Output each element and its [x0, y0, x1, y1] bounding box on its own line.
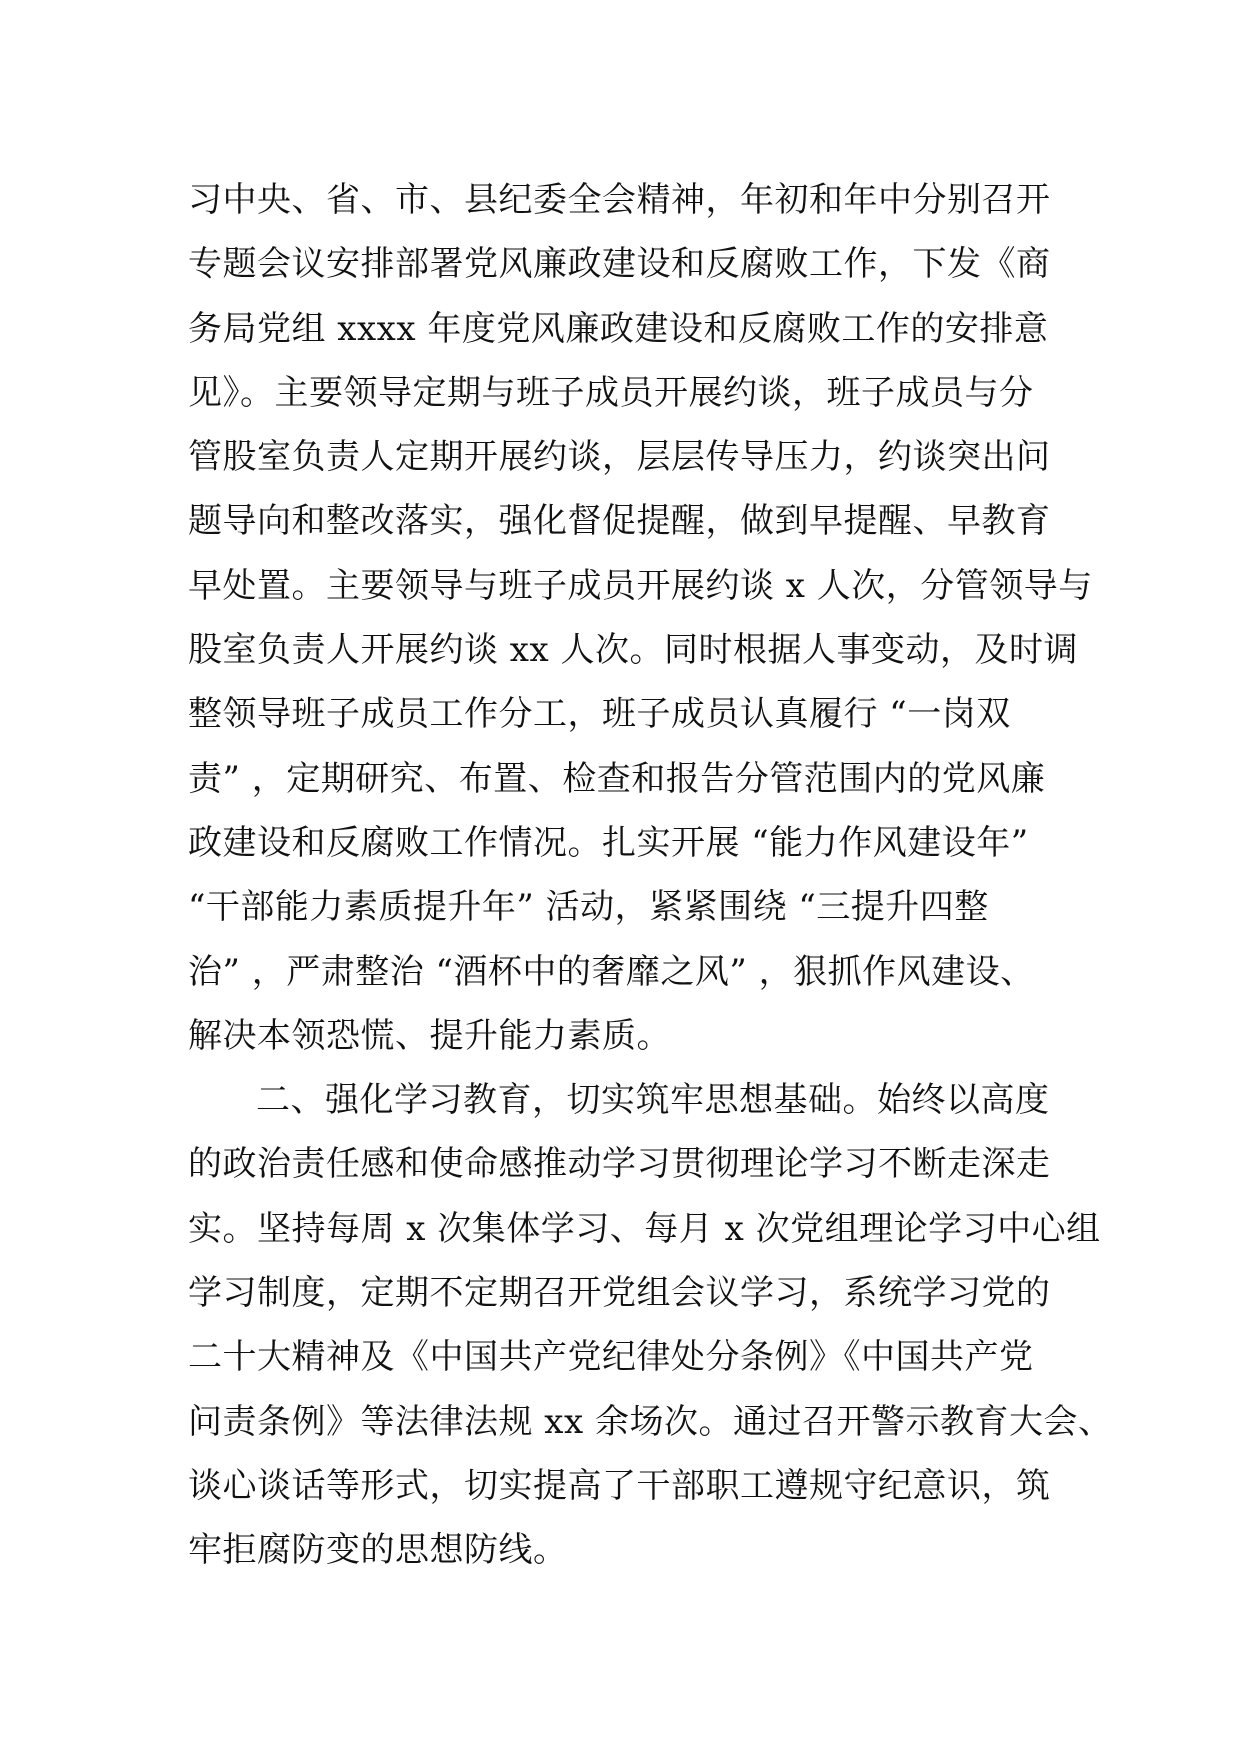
text-line: 解决本领恐慌、提升能力素质。 — [188, 1015, 671, 1056]
text-line: 责” ，定期研究、布置、检查和报告分管范围内的党风廉 — [188, 758, 1046, 799]
text-line: 见》。主要领导定期与班子成员开展约谈，班子成员与分 — [188, 372, 1034, 413]
paragraph-heading: 二、强化学习教育，切实筑牢思想基础。始终以高度 — [256, 1080, 1050, 1121]
text-line: 谈心谈话等形式，切实提高了干部职工遵规守纪意识，筑 — [188, 1465, 1051, 1506]
text-line: 管股室负责人定期开展约谈，层层传导压力，约谈突出问 — [188, 437, 1051, 478]
text-line: 习中央、省、市、县纪委全会精神，年初和年中分别召开 — [188, 180, 1051, 220]
text-line: 股室负责人开展约谈 xx 人次。同时根据人事变动，及时调 — [188, 630, 1078, 671]
text-line: 务局党组 xxxx 年度党风廉政建设和反腐败工作的安排意 — [188, 308, 1049, 349]
text-line: 专题会议安排部署党风廉政建设和反腐败工作，下发《商 — [188, 244, 1051, 285]
text-line: 早处置。主要领导与班子成员开展约谈 x 人次，分管领导与 — [188, 565, 1093, 606]
text-line: 实。坚持每周 x 次集体学习、每月 x 次党组理论学习中心组 — [188, 1208, 1101, 1249]
text-line: 题导向和整改落实，强化督促提醒，做到早提醒、早教育 — [188, 501, 1051, 542]
text-line: 学习制度，定期不定期召开党组会议学习，系统学习党的 — [188, 1273, 1051, 1314]
text-line: 二十大精神及《中国共产党纪律处分条例》《中国共产党 — [188, 1337, 1034, 1378]
text-line: 整领导班子成员工作分工，班子成员认真履行 “一岗双 — [188, 694, 1011, 735]
text-line: 问责条例》等法律法规 xx 余场次。通过召开警示教育大会、 — [188, 1401, 1113, 1442]
text-line: “干部能力素质提升年” 活动，紧紧围绕 “三提升四整 — [188, 887, 989, 928]
text-line: 的政治责任感和使命感推动学习贯彻理论学习不断走深走 — [188, 1144, 1051, 1185]
body-text — [188, 168, 1113, 1583]
text-line: 治” ，严肃整治 “酒杯中的奢靡之风” ，狠抓作风建设、 — [188, 951, 1035, 992]
text-line: 牢拒腐防变的思想防线。 — [188, 1530, 568, 1571]
text-line: 政建设和反腐败工作情况。扎实开展 “能力作风建设年” — [188, 822, 1029, 863]
